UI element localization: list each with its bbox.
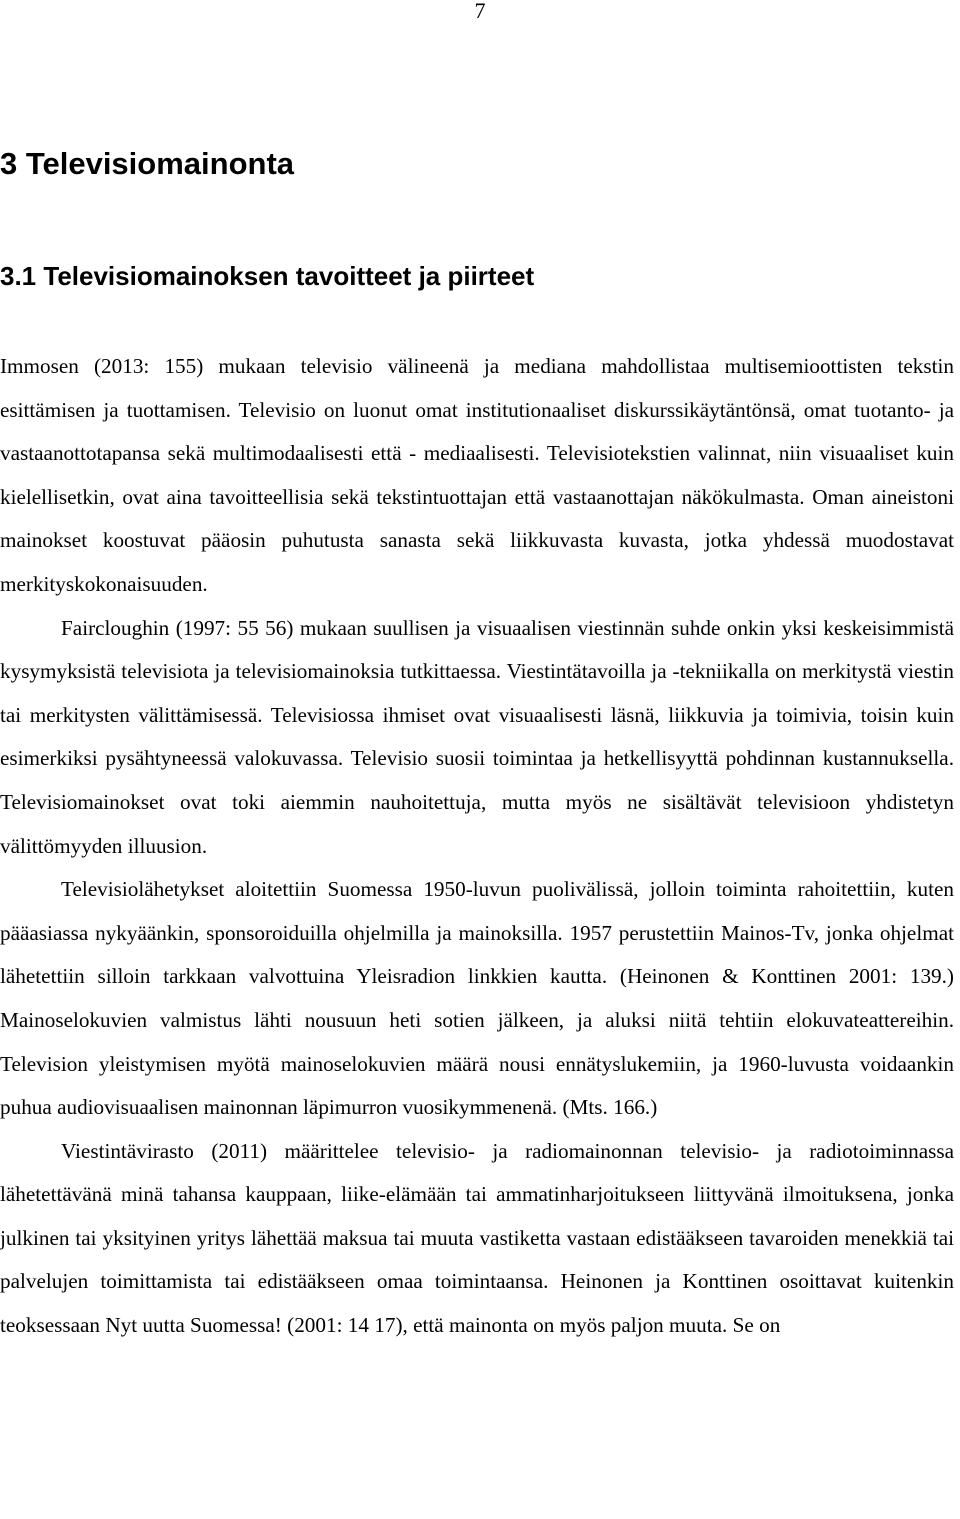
page-number: 7 bbox=[474, 0, 486, 23]
paragraph-viestintavirasto: Viestintävirasto (2011) määrittelee televisio- ja radiomainonnan televisio- ja radiotoiminnassa lähetettävänä minä tahansa kauppaan, liike-elämään tai ammatinharjoitukseen liittyvänä ilmoituksena, jonka julkinen tai yksityinen yritys lähettää maksua tai muuta vastiketta vastaan edistääkseen tavaroiden menekkiä tai palvelujen toimittamista tai edistääkseen omaa toimintaansa. Heinonen ja Konttinen osoittavat kuitenkin teoksessaan Nyt uutta Suomessa! (2001: 14 17), että mainonta on myös paljon muuta. Se on bbox=[0, 1138, 954, 1338]
paragraph-history: Televisiolähetykset aloitettiin Suomessa 1950-luvun puolivälissä, jolloin toiminta rahoitettiin, kuten pääasiassa nykyäänkin, sponsoroiduilla ohjelmilla ja mainoksilla. 1957 perustettiin Mainos-Tv, jonka ohjelmat lähetettiin silloin tarkkaan valvottuina Yleisradion linkkien kautta. (Heinonen & Konttinen 2001: 139.) Mainoselokuvien valmistus lähti nousuun heti sotien jälkeen, ja aluksi niitä tehtiin elokuvateattereihin. Television yleistymisen myötä mainoselokuvien määrä nousi ennätyslukemiin, ja 1960-luvusta voidaankin puhua audiovisuaalisen mainonnan läpimurron vuosikymmenenä. (Mts. 166.) bbox=[0, 877, 954, 1120]
body-text bbox=[0, 345, 954, 1348]
chapter-title: 3 Televisiomainonta bbox=[0, 146, 295, 181]
section-title: 3.1 Televisiomainoksen tavoitteet ja piirteet bbox=[0, 261, 535, 291]
paragraph-fairclough: Faircloughin (1997: 55 56) mukaan suullisen ja visuaalisen viestinnän suhde onkin yksi keskeisimmistä kysymyksistä televisiota ja televisiomainoksia tutkittaessa. Viestintätavoilla ja -tekniikalla on merkitystä viestin tai merkitysten välittämisessä. Televisiossa ihmiset ovat visuaalisesti läsnä, liikkuvia ja toimivia, toisin kuin esimerkiksi pysähtyneessä valokuvassa. Televisio suosii toimintaa ja hetkellisyyttä pohdinnan kustannuksella. Televisiomainokset ovat toki aiemmin nauhoitettuja, mutta myös ne sisältävät televisioon yhdistetyn välittömyyden illuusion. bbox=[0, 615, 954, 858]
paragraph-immonen: Immosen (2013: 155) mukaan televisio välineenä ja mediana mahdollistaa multisemioottisten tekstin esittämisen ja tuottamisen. Televisio on luonut omat institutionaaliset diskurssikäytäntönsä, omat tuotanto- ja vastaanottotapansa sekä multimodaalisesti että - mediaalisesti. Televisiotekstien valinnat, niin visuaaliset kuin kielellisetkin, ovat aina tavoitteellisia sekä tekstintuottajan että vastaanottajan näkökulmasta. Oman aineistoni mainokset koostuvat pääosin puhutusta sanasta sekä liikkuvasta kuvasta, jotka yhdessä muodostavat merkityskokonaisuuden. bbox=[0, 354, 954, 596]
